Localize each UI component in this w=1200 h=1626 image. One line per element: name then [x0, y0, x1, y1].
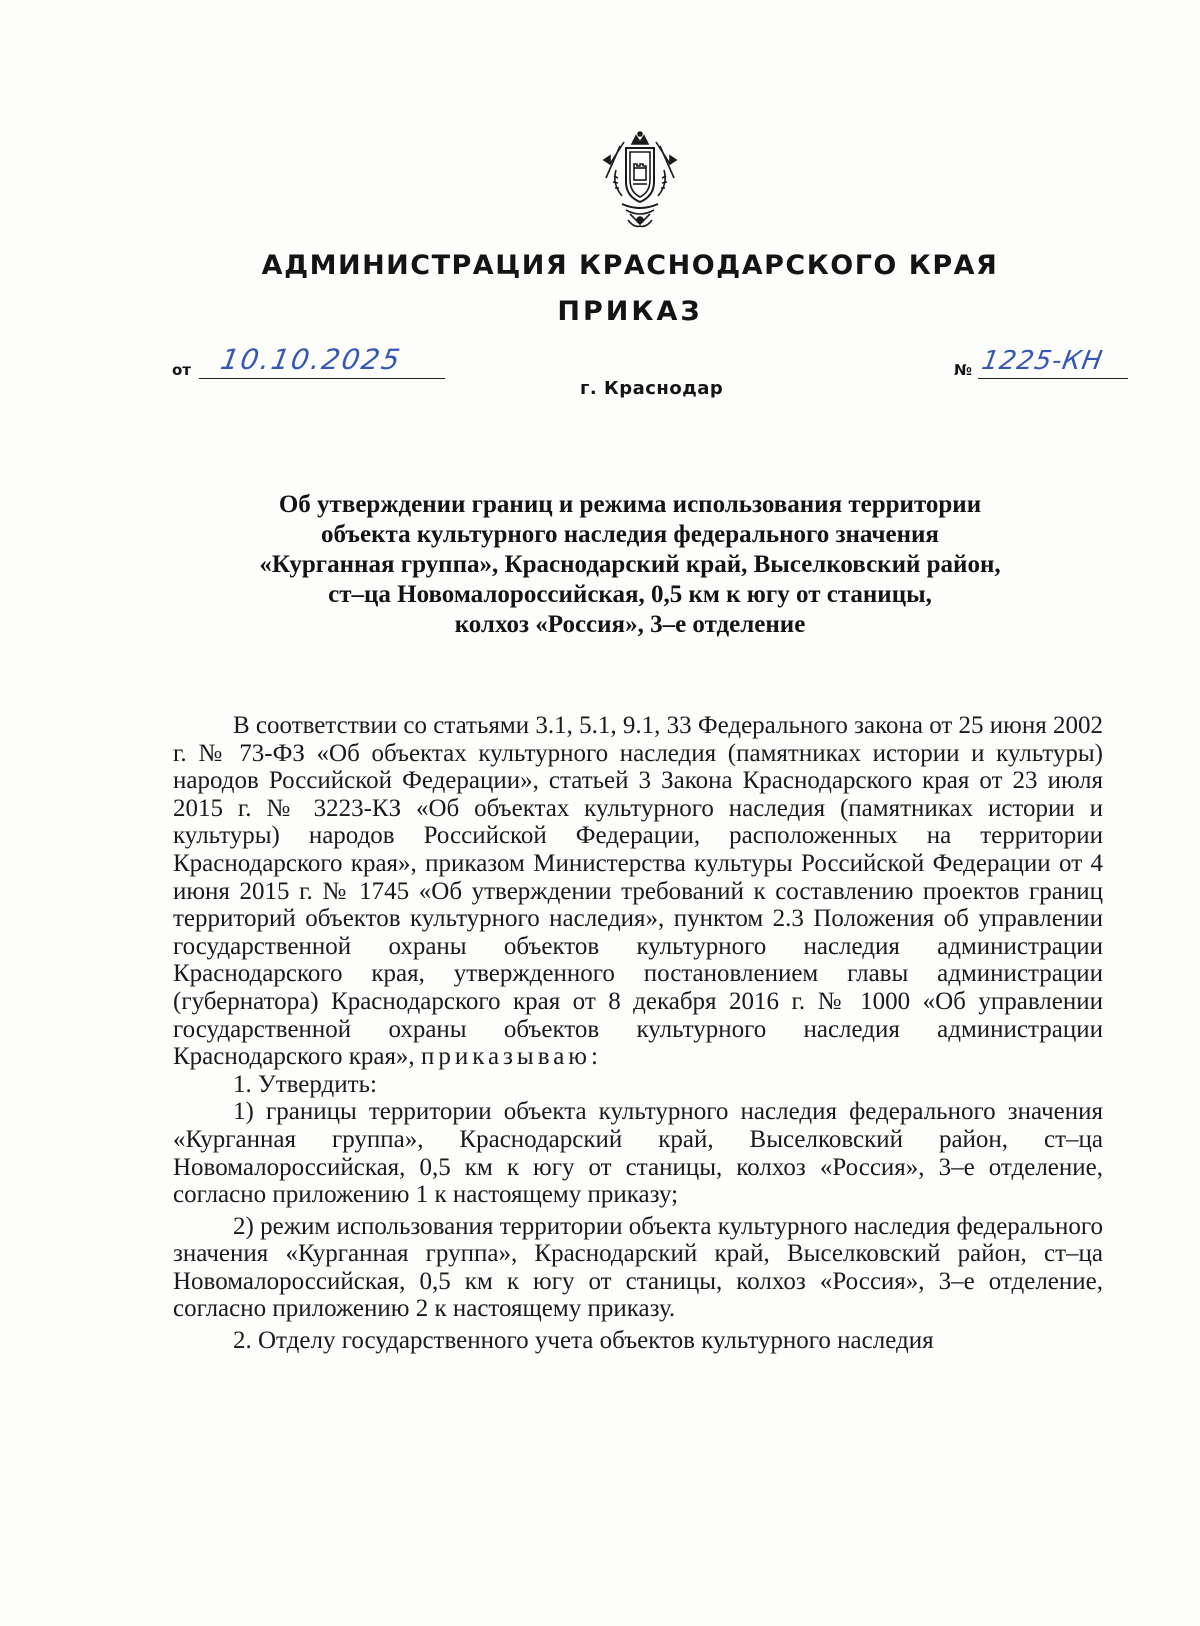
subject-line: колхоз «Россия», 3–е отделение	[454, 611, 806, 638]
order-word: приказываю:	[420, 1043, 602, 1071]
subject-line: «Курганная группа», Краснодарский край, Выселковский район,	[259, 551, 1001, 578]
coat-of-arms-icon	[600, 130, 680, 230]
subject-line: Об утверждении границ и режима использования территории	[278, 491, 982, 518]
item-1: 1. Утвердить:	[233, 1070, 377, 1098]
date-underline	[199, 343, 445, 379]
item-1-1: 1) границы территории объекта культурного наследия федерального значения «Курганная группа», Краснодарский край, Выселковский район, ст–ца Новомалороссийская, 0,5 км к югу от станицы, колхоз «Россия», 3–е отделение, согласно приложению 1 к настоящему приказу;	[173, 1098, 1103, 1209]
item-2: 2. Отделу государственного учета объектов культурного наследия	[233, 1327, 934, 1355]
document-body	[173, 712, 1103, 1355]
date-prefix: от	[172, 361, 191, 379]
document-type: ПРИКАЗ	[557, 296, 703, 327]
number-value: 1225-КН	[979, 346, 1106, 376]
organization-title: АДМИНИСТРАЦИЯ КРАСНОДАРСКОГО КРАЯ	[261, 250, 999, 281]
number-prefix: №	[954, 361, 973, 379]
number-underline	[978, 346, 1128, 379]
date-value: 10.10.2025	[218, 343, 405, 376]
intro-text: В соответствии со статьями 3.1, 5.1, 9.1, 33 Федерального закона от 25 июня 2002 г. № 73-ФЗ «Об объектах культурного наследия (памятниках истории и культуры) народов Российской Федерации», статьей 3 Закона Краснодарского края от 23 июля 2015 г. № 3223-КЗ «Об объектах культурного наследия (памятниках истории и культуры) народов Российской Федерации, расположенных на территории Краснодарского края», приказом Министерства культуры Российской Федерации от 4 июня 2015 г. № 1745 «Об утверждении требований к составлению проектов границ территорий объектов культурного наследия», пунктом 2.3 Положения об управлении государственной охраны объектов культурного наследия администрации Краснодарского края, утвержденного постановлением главы администрации (губернатора) Краснодарского края от 8 декабря 2016 г. № 1000 «Об управлении государственной охраны объектов культурного наследия администрации Краснодарского края»,	[173, 712, 1103, 1071]
number-field	[954, 346, 1128, 379]
subject-line: ст–ца Новомалороссийская, 0,5 км к югу от станицы,	[328, 581, 932, 608]
item-1-2: 2) режим использования территории объекта культурного наследия федерального значения «Курганная группа», Краснодарский край, Выселковский район, ст–ца Новомалороссийская, 0,5 км к югу от станицы, колхоз «Россия», 3–е отделение, согласно приложению 2 к настоящему приказу.	[173, 1212, 1103, 1323]
date-field	[172, 343, 445, 379]
intro-paragraph	[173, 712, 1103, 1071]
subject-line: объекта культурного наследия федерального значения	[321, 521, 939, 548]
document-subject	[160, 490, 1100, 640]
city-label: г. Краснодар	[580, 378, 724, 399]
